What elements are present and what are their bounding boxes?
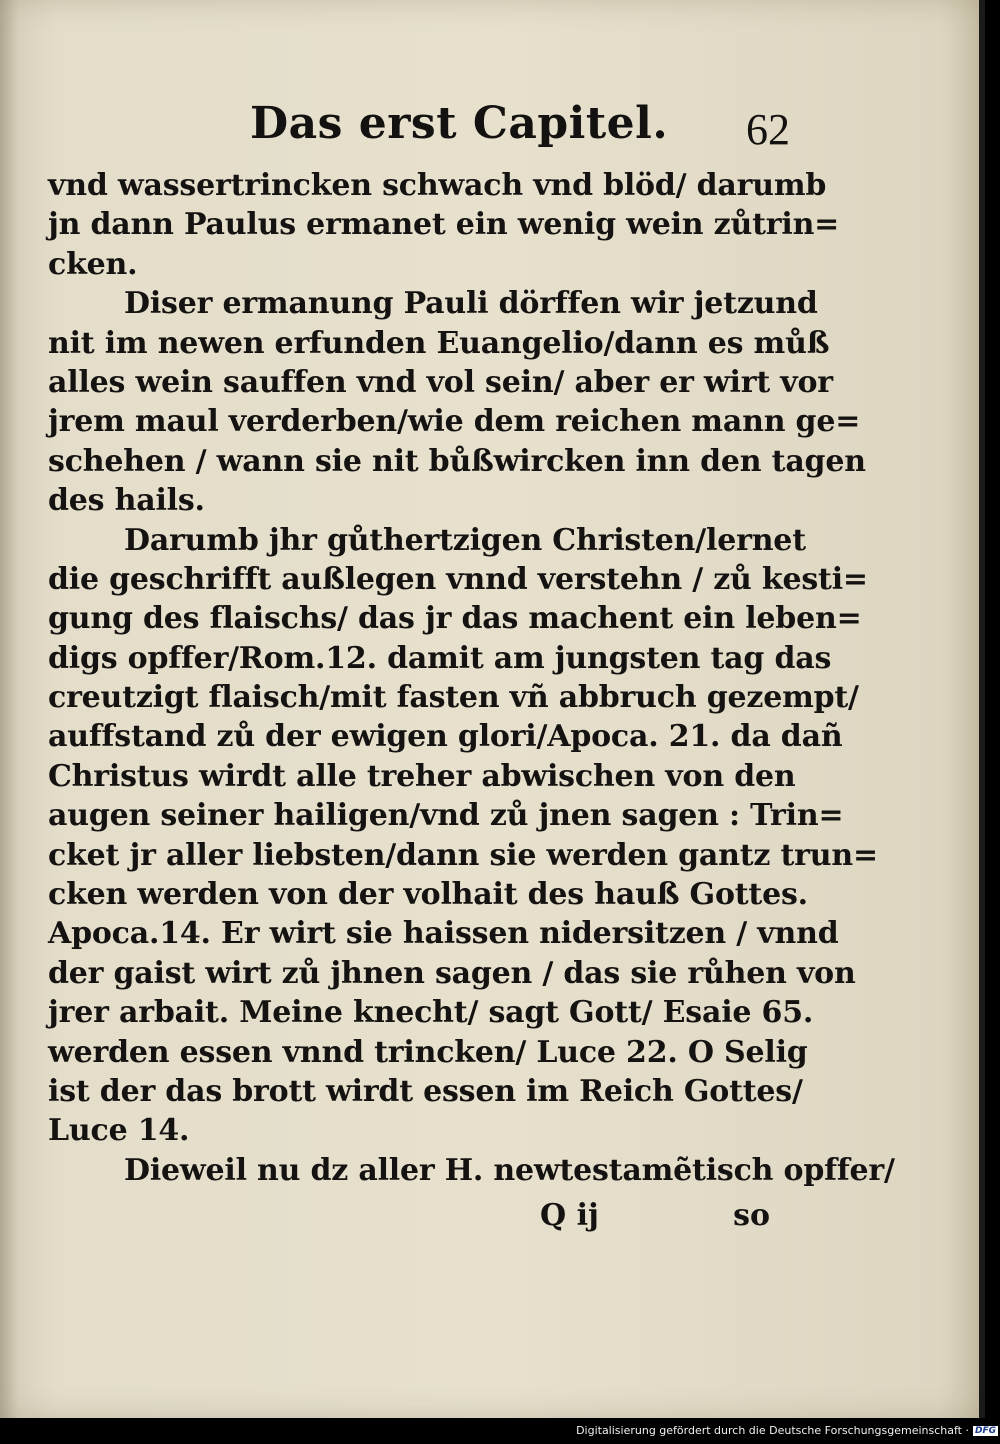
text-line: werden essen vnnd trincken/ Luce 22. O Selig <box>48 1034 808 1070</box>
text-line: schehen / wann sie nit bůßwircken inn den tagen <box>48 443 866 479</box>
text-line: Dieweil nu dz aller H. newtestamẽtisch opffer/ <box>124 1152 895 1188</box>
text-line: jrem maul verderben/wie dem reichen mann ge= <box>48 404 861 440</box>
text-line: cket jr aller liebsten/dann sie werden gantz trun= <box>48 837 878 873</box>
page-header <box>250 98 790 158</box>
paragraph-2 <box>48 284 866 520</box>
catchword: so <box>733 1198 770 1233</box>
text-line: jn dann Paulus ermanet ein wenig wein zůtrin= <box>48 207 840 243</box>
text-line: auffstand zů der ewigen glori/Apoca. 21. da dañ <box>48 719 843 755</box>
text-line: Darumb jhr gůthertzigen Christen/lernet <box>124 522 806 558</box>
text-line: gung des flaischs/ das jr das machent ein leben= <box>48 601 862 637</box>
paragraph-3 <box>48 521 878 1151</box>
signature-mark: Q ij <box>540 1198 599 1233</box>
text-line: der gaist wirt zů jhnen sagen / das sie růhen von <box>48 955 856 991</box>
text-line: Diser ermanung Pauli dörffen wir jetzund <box>124 286 818 322</box>
digitization-credit <box>570 1424 998 1442</box>
credit-text: Digitalisierung gefördert durch die Deutsche Forschungsgemeinschaft · <box>576 1424 969 1437</box>
text-line: jrer arbait. Meine knecht/ sagt Gott/ Esaie 65. <box>48 995 814 1031</box>
page-number: 62 <box>746 105 790 154</box>
text-line: cken werden von der volhait des hauß Gottes. <box>48 877 808 913</box>
body-text <box>48 166 895 1190</box>
text-line: des hails. <box>48 483 205 519</box>
paragraph-1 <box>48 166 840 284</box>
dfg-logo-icon: DFG <box>974 1426 996 1436</box>
text-line: alles wein sauffen vnd vol sein/ aber er wirt vor <box>48 364 833 400</box>
text-line: die geschrifft außlegen vnnd verstehn / zů kesti= <box>48 561 868 597</box>
text-line: creutzigt flaisch/mit fasten vñ abbruch gezempt/ <box>48 680 859 716</box>
text-line: cken. <box>48 246 138 282</box>
text-line: Luce 14. <box>48 1113 190 1149</box>
text-line: ist der das brott wirdt essen im Reich Gottes/ <box>48 1073 803 1109</box>
paragraph-4 <box>48 1151 895 1190</box>
text-line: digs opffer/Rom.12. damit am jungsten tag das <box>48 640 832 676</box>
text-line: Apoca.14. Er wirt sie haissen nidersitzen / vnnd <box>48 916 839 952</box>
running-title: Das erst Capitel. <box>250 98 669 149</box>
text-line: nit im newen erfunden Euangelio/dann es můß <box>48 325 830 361</box>
text-line: Christus wirdt alle treher abwischen von den <box>48 758 796 794</box>
text-line: vnd wassertrincken schwach vnd blöd/ darumb <box>48 168 827 203</box>
text-line: augen seiner hailigen/vnd zů jnen sagen : Trin= <box>48 798 844 834</box>
catch-line <box>540 1198 780 1242</box>
